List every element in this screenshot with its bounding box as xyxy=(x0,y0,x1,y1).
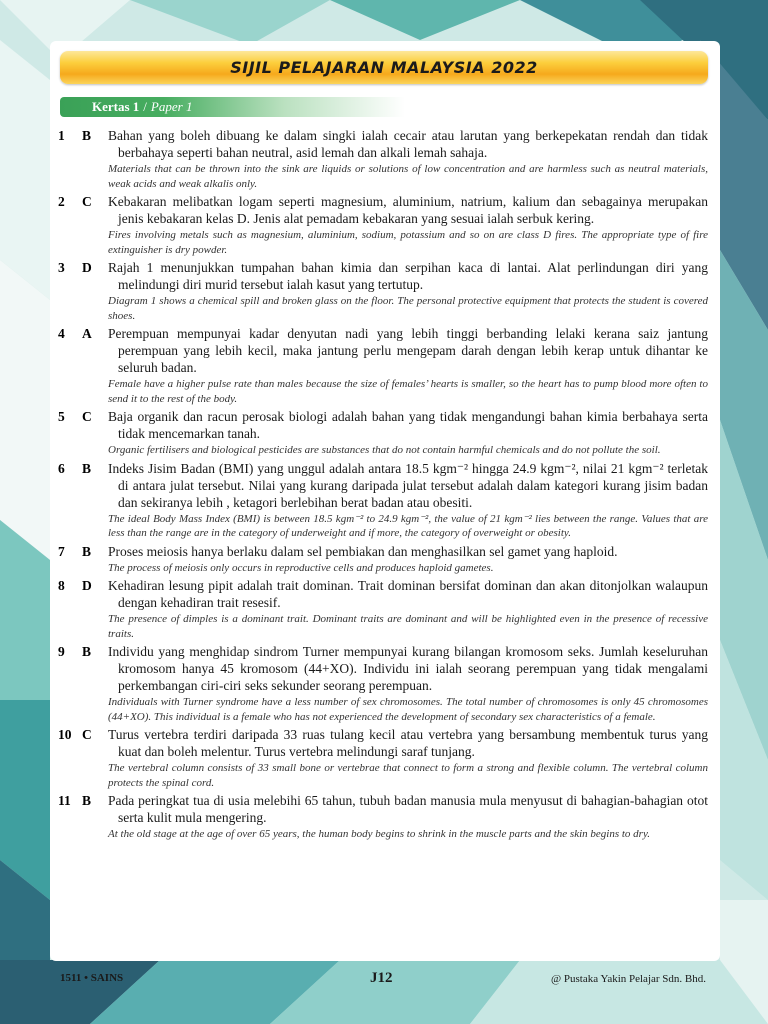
answer-list xyxy=(58,127,708,844)
question-number: 6 xyxy=(58,460,65,476)
page-footer xyxy=(0,970,768,990)
question-number: 2 xyxy=(58,194,65,209)
question-number: 11 xyxy=(58,793,71,808)
explanation-english: Female have a higher pulse rate than males because the size of females’ hearts is smaller, so the heart has to pump blood more often to send it to the rest of the body. xyxy=(108,378,708,405)
question-number: 7 xyxy=(58,543,65,559)
answer-letter: D xyxy=(82,260,92,275)
answer-item xyxy=(58,792,708,842)
answer-item xyxy=(58,643,708,724)
question-number: 1 xyxy=(58,128,65,143)
explanation-malay: Bahan yang boleh dibuang ke dalam singki ialah cecair atau larutan yang berkepekatan rendah dan tidak berbahaya seperti bahan neutral, asid lemah dan alkali lemah sahaja. xyxy=(108,128,708,160)
paper-label-bar xyxy=(60,97,405,117)
answer-item xyxy=(58,259,708,323)
title-banner xyxy=(60,51,708,84)
explanation-english: Fires involving metals such as magnesium, aluminium, sodium, potassium and so on are class D fires. The appropriate type of fire extinguisher is dry powder. xyxy=(108,229,708,256)
explanation-malay: Kebakaran melibatkan logam seperti magnesium, aluminium, natrium, kalium dan sebagainya merupakan jenis kebakaran kelas D. Jenis alat pemadam kebakaran yang sesuai ialah serbuk kering. xyxy=(108,194,708,226)
answer-sheet xyxy=(50,41,720,961)
explanation-english: The process of meiosis only occurs in reproductive cells and produces haploid gametes. xyxy=(108,561,494,574)
answer-item xyxy=(58,408,708,458)
explanation-english: Diagram 1 shows a chemical spill and broken glass on the floor. The personal protective equipment that protects the student is covered shoes. xyxy=(108,295,708,322)
question-number: 8 xyxy=(58,578,65,593)
explanation-english: The ideal Body Mass Index (BMI) is between 18.5 kgm⁻² to 24.9 kgm⁻², the value of 21 kgm⁻² lies between the range. Values that are less than the range are in the category of underweight and if more, the category of overweight or obesity. xyxy=(108,512,708,539)
explanation-malay: Individu yang menghidap sindrom Turner mempunyai kurang bilangan kromosom seks. Jumlah keseluruhan kromosom hanya 45 kromosom (44+XO). Individu ini ialah seorang perempuan yang tidak mengalami perkembangan ciri-ciri seks sekunder seorang perempuan. xyxy=(108,644,708,693)
question-number: 4 xyxy=(58,326,65,341)
explanation-malay: Kehadiran lesung pipit adalah trait dominan. Trait dominan bersifat dominan dan akan ditonjolkan walaupun dengan kehadiran trait resesif. xyxy=(108,578,708,610)
answer-item xyxy=(58,460,708,541)
footer-publisher: @ Pustaka Yakin Pelajar Sdn. Bhd. xyxy=(551,973,706,985)
answer-item xyxy=(58,127,708,191)
answer-item xyxy=(58,726,708,790)
answer-item xyxy=(58,325,708,406)
answer-letter: B xyxy=(82,793,92,808)
question-number: 10 xyxy=(58,727,72,742)
exam-title: SIJIL PELAJARAN MALAYSIA 2022 xyxy=(230,58,538,77)
explanation-malay: Turus vertebra terdiri daripada 33 ruas tulang kecil atau vertebra yang bersambung membentuk turus yang kuat dan boleh melentur. Turus vertebra melindungi saraf tunjang. xyxy=(108,727,708,759)
answer-item xyxy=(58,193,708,257)
answer-item xyxy=(58,543,708,576)
explanation-english: Organic fertilisers and biological pesticides are substances that do not contain harmful chemicals and do not pollute the soil. xyxy=(108,444,661,456)
explanation-english: At the old stage at the age of over 65 years, the human body begins to shrink in the muscle parts and the skin begins to dry. xyxy=(108,828,650,840)
explanation-malay: Perempuan mempunyai kadar denyutan nadi yang lebih tinggi berbanding lelaki kerana saiz jantung perempuan yang lebih kecil, maka jantung perlu mengepam darah dengan lebih kerap untuk dihantar ke seluruh badan. xyxy=(108,326,708,375)
paper-label-separator: / xyxy=(143,99,147,114)
paper-label-en: Paper 1 xyxy=(150,99,193,114)
answer-letter: B xyxy=(82,543,92,559)
answer-letter: B xyxy=(82,128,92,143)
explanation-english: The vertebral column consists of 33 small bone or vertebrae that connect to form a strong and flexible column. The vertebral column protects the spinal cord. xyxy=(108,762,708,789)
answer-letter: C xyxy=(82,727,92,742)
answer-letter: A xyxy=(82,326,92,341)
footer-subject-code: 1511 • SAINS xyxy=(60,972,124,984)
answer-letter: B xyxy=(82,460,92,476)
answer-letter: C xyxy=(82,409,92,424)
answer-letter: C xyxy=(82,194,92,209)
explanation-english: Individuals with Turner syndrome have a less number of sex chromosomes. The total number of chromosomes is only 45 chromosomes (44+XO). This individual is a female who has not experienced the development of secondary sex characteristics of a female. xyxy=(108,696,708,723)
explanation-english: The presence of dimples is a dominant trait. Dominant traits are dominant and will be highlighted even in the presence of recessive traits. xyxy=(108,613,708,640)
answer-item xyxy=(58,577,708,641)
explanation-malay: Baja organik dan racun perosak biologi adalah bahan yang tidak mengandungi bahan kimia berbahaya serta tidak mencemarkan tanah. xyxy=(108,409,708,441)
explanation-malay: Rajah 1 menunjukkan tumpahan bahan kimia dan serpihan kaca di lantai. Alat perlindungan diri yang melindungi diri murid tersebut ialah kasut yang tertutup. xyxy=(108,260,708,292)
explanation-malay: Proses meiosis hanya berlaku dalam sel pembiakan dan menghasilkan sel gamet yang haploid. xyxy=(108,543,618,559)
answer-letter: B xyxy=(82,644,92,659)
question-number: 5 xyxy=(58,409,65,424)
explanation-malay: Indeks Jisim Badan (BMI) yang unggul adalah antara 18.5 kgm⁻² hingga 24.9 kgm⁻², nilai 21 kgm⁻² terletak di antara julat tersebut. Nilai yang kurang daripada julat tersebut adalah dalam kategori kurang jisim badan dan sekiranya lebih , ketagori berlebihan berat badan atau obesiti. xyxy=(108,460,708,510)
question-number: 9 xyxy=(58,644,65,659)
explanation-english: Materials that can be thrown into the sink are liquids or solutions of low concentration and are harmless such as neutral materials, weak acids and weak alkalis only. xyxy=(108,163,708,190)
paper-label-ms: Kertas 1 xyxy=(92,99,140,114)
answer-letter: D xyxy=(82,578,92,593)
explanation-malay: Pada peringkat tua di usia melebihi 65 tahun, tubuh badan manusia mula menyusut di bahagian-bahagian otot serta kulit mula mengering. xyxy=(108,793,708,825)
question-number: 3 xyxy=(58,260,65,275)
page-number: J12 xyxy=(370,970,393,986)
